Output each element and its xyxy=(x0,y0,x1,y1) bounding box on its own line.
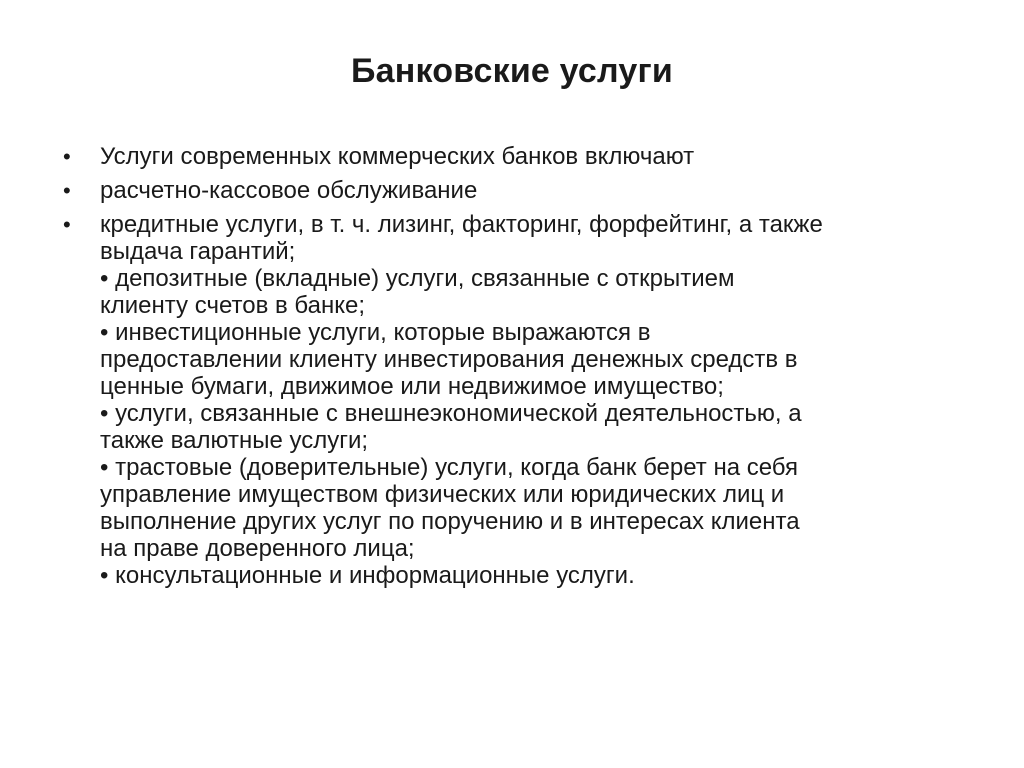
bullet-text-line: ценные бумаги, движимое или недвижимое имущество; xyxy=(100,373,724,400)
bullet-text-line: предоставлении клиенту инвестирования денежных средств в xyxy=(100,346,798,373)
bullet-marker: • xyxy=(63,212,71,237)
bullet-list xyxy=(63,143,963,596)
bullet-text-line: также валютные услуги; xyxy=(100,427,369,454)
bullet-item xyxy=(63,211,963,589)
bullet-text-line: • услуги, связанные с внешнеэкономической деятельностью, а xyxy=(100,400,802,427)
slide-title: Банковские услуги xyxy=(351,52,673,90)
bullet-item xyxy=(63,177,963,204)
bullet-text-line: кредитные услуги, в т. ч. лизинг, факторинг, форфейтинг, а также xyxy=(100,211,823,238)
bullet-text-line: • инвестиционные услуги, которые выражаются в xyxy=(100,319,651,346)
bullet-text-line: Услуги современных коммерческих банков включают xyxy=(100,143,695,170)
bullet-text-line: • трастовые (доверительные) услуги, когда банк берет на себя xyxy=(100,454,799,481)
bullet-text-line: клиенту счетов в банке; xyxy=(100,292,365,319)
bullet-marker: • xyxy=(63,144,71,169)
bullet-text-line: • депозитные (вкладные) услуги, связанные с открытием xyxy=(100,265,735,292)
bullet-text-line: выполнение других услуг по поручению и в интересах клиента xyxy=(100,508,800,535)
bullet-text-line: выдача гарантий; xyxy=(100,238,296,265)
bullet-item xyxy=(63,143,963,170)
bullet-text-line: • консультационные и информационные услуги. xyxy=(100,562,635,589)
bullet-marker: • xyxy=(63,178,71,203)
bullet-text-line: расчетно-кассовое обслуживание xyxy=(100,177,478,204)
bullet-text-line: на праве доверенного лица; xyxy=(100,535,415,562)
bullet-text-line: управление имуществом физических или юридических лиц и xyxy=(100,481,785,508)
